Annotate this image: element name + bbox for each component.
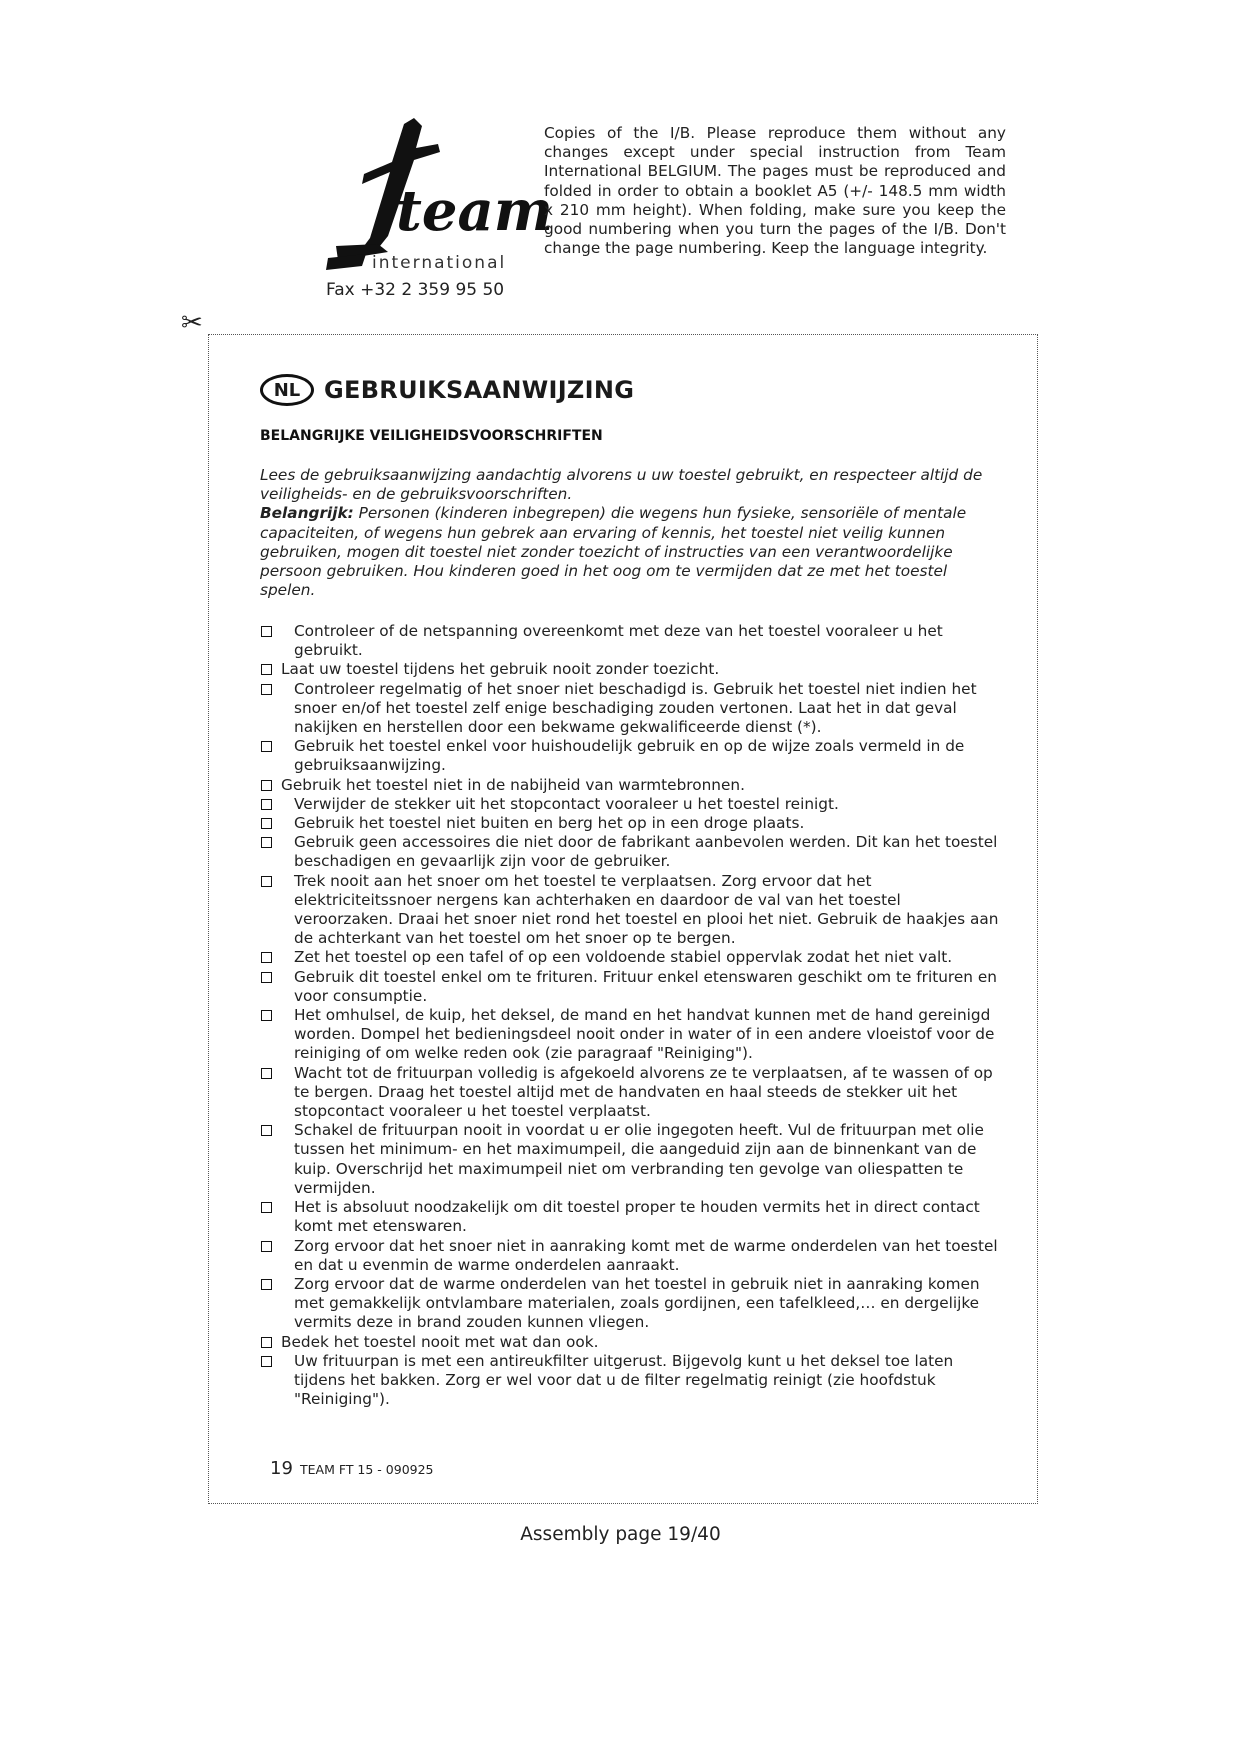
checkbox-icon [261, 780, 272, 791]
list-item-text: Wacht tot de frituurpan volledig is afgekoeld alvorens ze te verplaatsen, af te wassen of op te bergen. Draag het toestel altijd met de handvaten en haal steeds de stekker uit het stopcontact vooraleer u het toestel verplaatst. [294, 1063, 993, 1121]
list-item-text: Trek nooit aan het snoer om het toestel te verplaatsen. Zorg ervoor dat het elektriciteitssnoer nergens kan achterhaken en daardoor de val van het toestel veroorzaken. Draai het snoer niet rond het toestel en plooi het niet. Gebruik de haakjes aan de achterkant van het toestel om het snoer op te bergen. [294, 871, 999, 948]
checkbox-icon [261, 1202, 272, 1213]
page-number: 19 [270, 1458, 293, 1479]
list-item [260, 968, 1000, 1006]
list-item [260, 737, 1000, 775]
checkbox-icon [261, 972, 272, 983]
checkbox-icon [261, 876, 272, 887]
assembly-page-label: Assembly page 19/40 [520, 1524, 721, 1545]
list-item [260, 1006, 1000, 1064]
checkbox-icon [261, 1279, 272, 1290]
list-item [260, 660, 1000, 679]
list-item [260, 833, 1000, 871]
list-item-text: Laat uw toestel tijdens het gebruik nooit zonder toezicht. [281, 660, 720, 679]
list-item-text: Gebruik geen accessoires die niet door de fabrikant aanbevolen werden. Dit kan het toestel beschadigen en gevaarlijk zijn voor de gebruiker. [294, 833, 998, 871]
checkbox-icon [261, 684, 272, 695]
section-title: BELANGRIJKE VEILIGHEIDSVOORSCHRIFTEN [260, 428, 603, 444]
list-item [260, 948, 1000, 967]
safety-list [260, 622, 1000, 1409]
intro-paragraph: Lees de gebruiksaanwijzing aandachtig alvorens u uw toestel gebruikt, en respecteer altijd de veiligheids- en de gebruiksvoorschriften. [260, 466, 983, 504]
page-title: GEBRUIKSAANWIJZING [324, 376, 635, 404]
list-item [260, 1064, 1000, 1122]
checkbox-icon [261, 1356, 272, 1367]
important-label: Belangrijk: [260, 504, 354, 523]
print-instructions: Copies of the I/B. Please reproduce them without any changes except under special instruction from Team International BELGIUM. The pages must be reproduced and folded in order to obtain a booklet A5 (+/- 148.5 mm width x 210 mm height). When folding, make sure you keep the good numbering when you turn the pages of the I/B. Don't change the page numbering. Keep the language integrity. [544, 124, 1006, 258]
checkbox-icon [261, 952, 272, 963]
checkbox-icon [261, 664, 272, 675]
list-item [260, 1237, 1000, 1275]
checkbox-icon [261, 837, 272, 848]
checkbox-icon [261, 799, 272, 810]
list-item [260, 795, 1000, 814]
list-item-text: Gebruik het toestel niet buiten en berg het op in een droge plaats. [294, 814, 805, 833]
list-item [260, 776, 1000, 795]
list-item-text: Bedek het toestel nooit met wat dan ook. [281, 1332, 599, 1351]
list-item [260, 872, 1000, 949]
list-item [260, 680, 1000, 738]
important-paragraph [260, 504, 990, 600]
checkbox-icon [261, 818, 272, 829]
team-international-logo [318, 118, 554, 276]
list-item [260, 1352, 1000, 1410]
logo-wordmark: team [396, 178, 554, 244]
list-item-text: Controleer regelmatig of het snoer niet beschadigd is. Gebruik het toestel niet indien het snoer en/of het toestel zelf enige beschadiging zouden vertonen. Laat het in dat geval nakijken en herstellen door een bekwame gekwalificeerde dienst (*). [294, 679, 977, 737]
list-item-text: Gebruik het toestel enkel voor huishoudelijk gebruik en op de wijze zoals vermeld in de gebruiksaanwijzing. [294, 737, 965, 775]
important-text: Personen (kinderen inbegrepen) die wegens hun fysieke, sensoriële of mentale capaciteiten, of wegens hun gebrek aan ervaring of kennis, het toestel niet veilig kunnen gebruiken, mogen dit toestel niet zonder toezicht of instructies van een verantwoordelijke persoon gebruiken. Hou kinderen goed in het oog om te vermijden dat ze met het toestel spelen. [260, 504, 967, 600]
list-item-text: Controleer of de netspanning overeenkomt met deze van het toestel vooraleer u het gebruikt. [294, 622, 943, 660]
list-item [260, 622, 1000, 660]
scissors-icon: ✂ [181, 308, 203, 338]
language-badge: NL [260, 374, 314, 406]
checkbox-icon [261, 1125, 272, 1136]
list-item-text: Zet het toestel op een tafel of op een voldoende stabiel oppervlak zodat het niet valt. [294, 948, 953, 967]
list-item [260, 814, 1000, 833]
list-item [260, 1333, 1000, 1352]
list-item-text: Het omhulsel, de kuip, het deksel, de mand en het handvat kunnen met de hand gereinigd worden. Dompel het bedieningsdeel nooit onder in water of in een andere vloeistof voor de reiniging of om welke reden ook (zie paragraaf "Reiniging"). [294, 1006, 995, 1063]
checkbox-icon [261, 1010, 272, 1021]
model-number: TEAM FT 15 - 090925 [300, 1462, 434, 1477]
list-item-text: Gebruik het toestel niet in de nabijheid van warmtebronnen. [281, 775, 745, 794]
list-item-text: Zorg ervoor dat het snoer niet in aanraking komt met de warme onderdelen van het toestel en dat u evenmin de warme onderdelen aanraakt. [294, 1236, 998, 1274]
fax-number: Fax +32 2 359 95 50 [326, 280, 505, 300]
list-item-text: Uw frituurpan is met een antireukfilter uitgerust. Bijgevolg kunt u het deksel toe laten tijdens het bakken. Zorg er wel voor dat u de filter regelmatig reinigt (zie hoofdstuk "Reiniging"). [294, 1351, 954, 1409]
list-item-text: Schakel de frituurpan nooit in voordat u er olie ingegoten heeft. Vul de frituurpan met olie tussen het minimum- en het maximumpeil, die aangeduid zijn aan de binnenkant van de kuip. Overschrijd het maximumpeil niet om verbranding ten gevolge van oliespatten te vermijden. [294, 1121, 984, 1197]
list-item-text: Verwijder de stekker uit het stopcontact vooraleer u het toestel reinigt. [294, 794, 839, 813]
manual-heading [260, 374, 634, 406]
list-item-text: Gebruik dit toestel enkel om te frituren. Frituur enkel etenswaren geschikt om te frituren en voor consumptie. [294, 967, 997, 1005]
team-logo-graphic [318, 118, 554, 276]
checkbox-icon [261, 626, 272, 637]
checkbox-icon [261, 1241, 272, 1252]
intro-block [260, 466, 990, 600]
list-item [260, 1275, 1000, 1333]
checkbox-icon [261, 1068, 272, 1079]
list-item-text: Zorg ervoor dat de warme onderdelen van het toestel in gebruik niet in aanraking komen met gemakkelijk ontvlambare materialen, zoals gordijnen, een tafelkleed,… en dergelijke vermits deze in brand zouden kunnen vliegen. [294, 1274, 980, 1332]
checkbox-icon [261, 1337, 272, 1348]
list-item-text: Het is absoluut noodzakelijk om dit toestel proper te houden vermits het in direct contact komt met etenswaren. [294, 1198, 980, 1236]
list-item [260, 1121, 1000, 1198]
logo-subtext: international [372, 253, 507, 273]
checkbox-icon [261, 741, 272, 752]
list-item [260, 1198, 1000, 1236]
